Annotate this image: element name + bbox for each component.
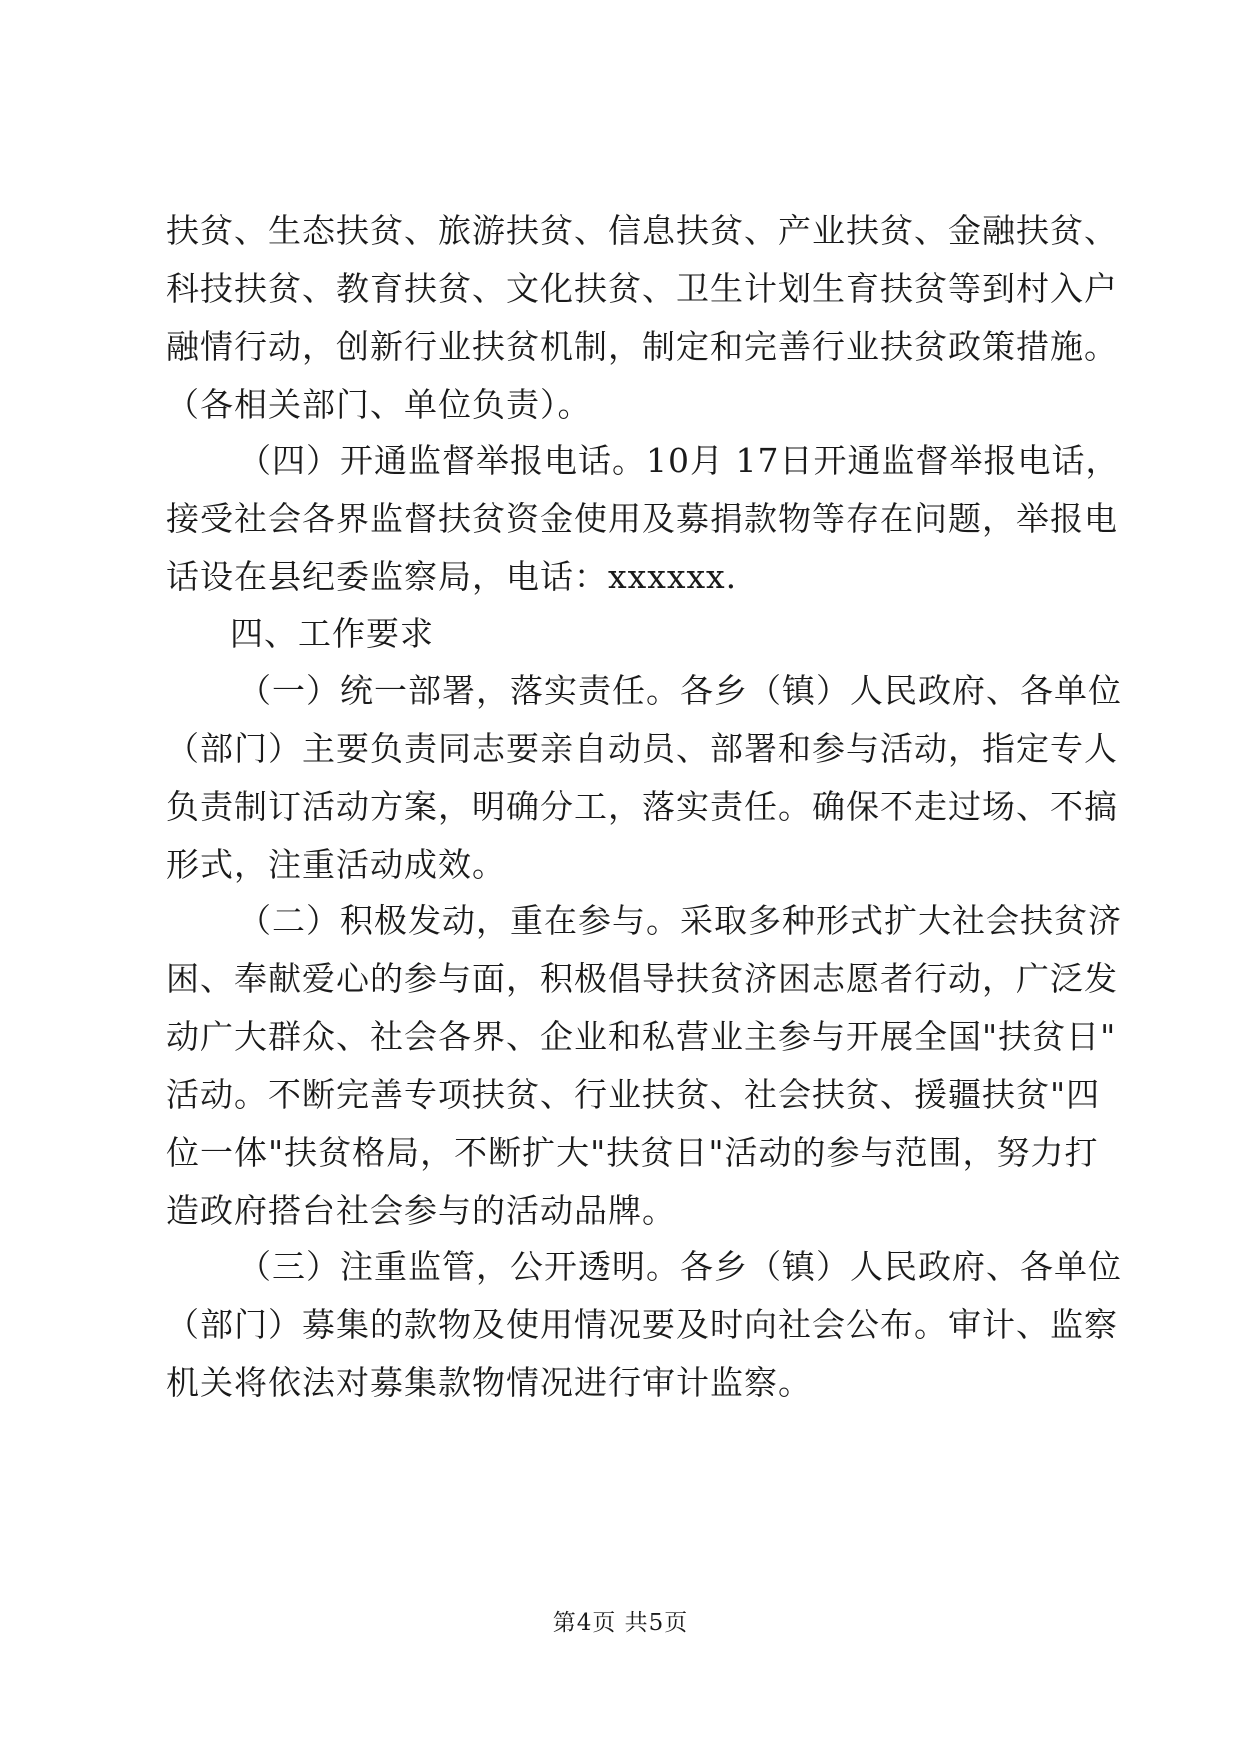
paragraph-line: （一）统一部署，落实责任。各乡（镇）人民政府、各单位: [238, 671, 1122, 710]
paragraph-line: 融情行动，创新行业扶贫机制，制定和完善行业扶贫政策措施。: [166, 327, 1118, 366]
paragraph-line: 接受社会各界监督扶贫资金使用及募捐款物等存在问题，举报电: [166, 499, 1118, 538]
paragraph-line: （各相关部门、单位负责）。: [166, 385, 592, 424]
paragraph-line: （二）积极发动，重在参与。采取多种形式扩大社会扶贫济: [238, 901, 1122, 940]
paragraph-line: 机关将依法对募集款物情况进行审计监察。: [166, 1363, 812, 1402]
paragraph-line: 扶贫、生态扶贫、旅游扶贫、信息扶贫、产业扶贫、金融扶贫、: [166, 211, 1118, 250]
paragraph-line: 负责制订活动方案，明确分工，落实责任。确保不走过场、不搞: [166, 787, 1118, 826]
paragraph-line: （部门）主要负责同志要亲自动员、部署和参与活动，指定专人: [166, 729, 1118, 768]
paragraph-line: （部门）募集的款物及使用情况要及时向社会公布。审计、监察: [166, 1305, 1118, 1344]
paragraph-line: 造政府搭台社会参与的活动品牌。: [166, 1191, 676, 1230]
paragraph-line: 话设在县纪委监察局，电话：xxxxxx.: [166, 557, 738, 596]
paragraph-line: 位一体"扶贫格局，不断扩大"扶贫日"活动的参与范围，努力打: [166, 1133, 1099, 1172]
paragraph-line: 形式，注重活动成效。: [166, 845, 506, 884]
paragraph-line: （四）开通监督举报电话。10月 17日开通监督举报电话，: [238, 441, 1120, 480]
paragraph-line: 活动。不断完善专项扶贫、行业扶贫、社会扶贫、援疆扶贫"四: [166, 1075, 1101, 1114]
paragraph-line: 科技扶贫、教育扶贫、文化扶贫、卫生计划生育扶贫等到村入户: [166, 269, 1118, 308]
paragraph-line: （三）注重监管，公开透明。各乡（镇）人民政府、各单位: [238, 1247, 1122, 1286]
page-footer: 第4页 共5页: [552, 1610, 689, 1636]
paragraph-line: 困、奉献爱心的参与面，积极倡导扶贫济困志愿者行动，广泛发: [166, 959, 1118, 998]
section-heading: 四、工作要求: [230, 614, 434, 653]
paragraph-line: 动广大群众、社会各界、企业和私营业主参与开展全国"扶贫日": [166, 1017, 1117, 1056]
